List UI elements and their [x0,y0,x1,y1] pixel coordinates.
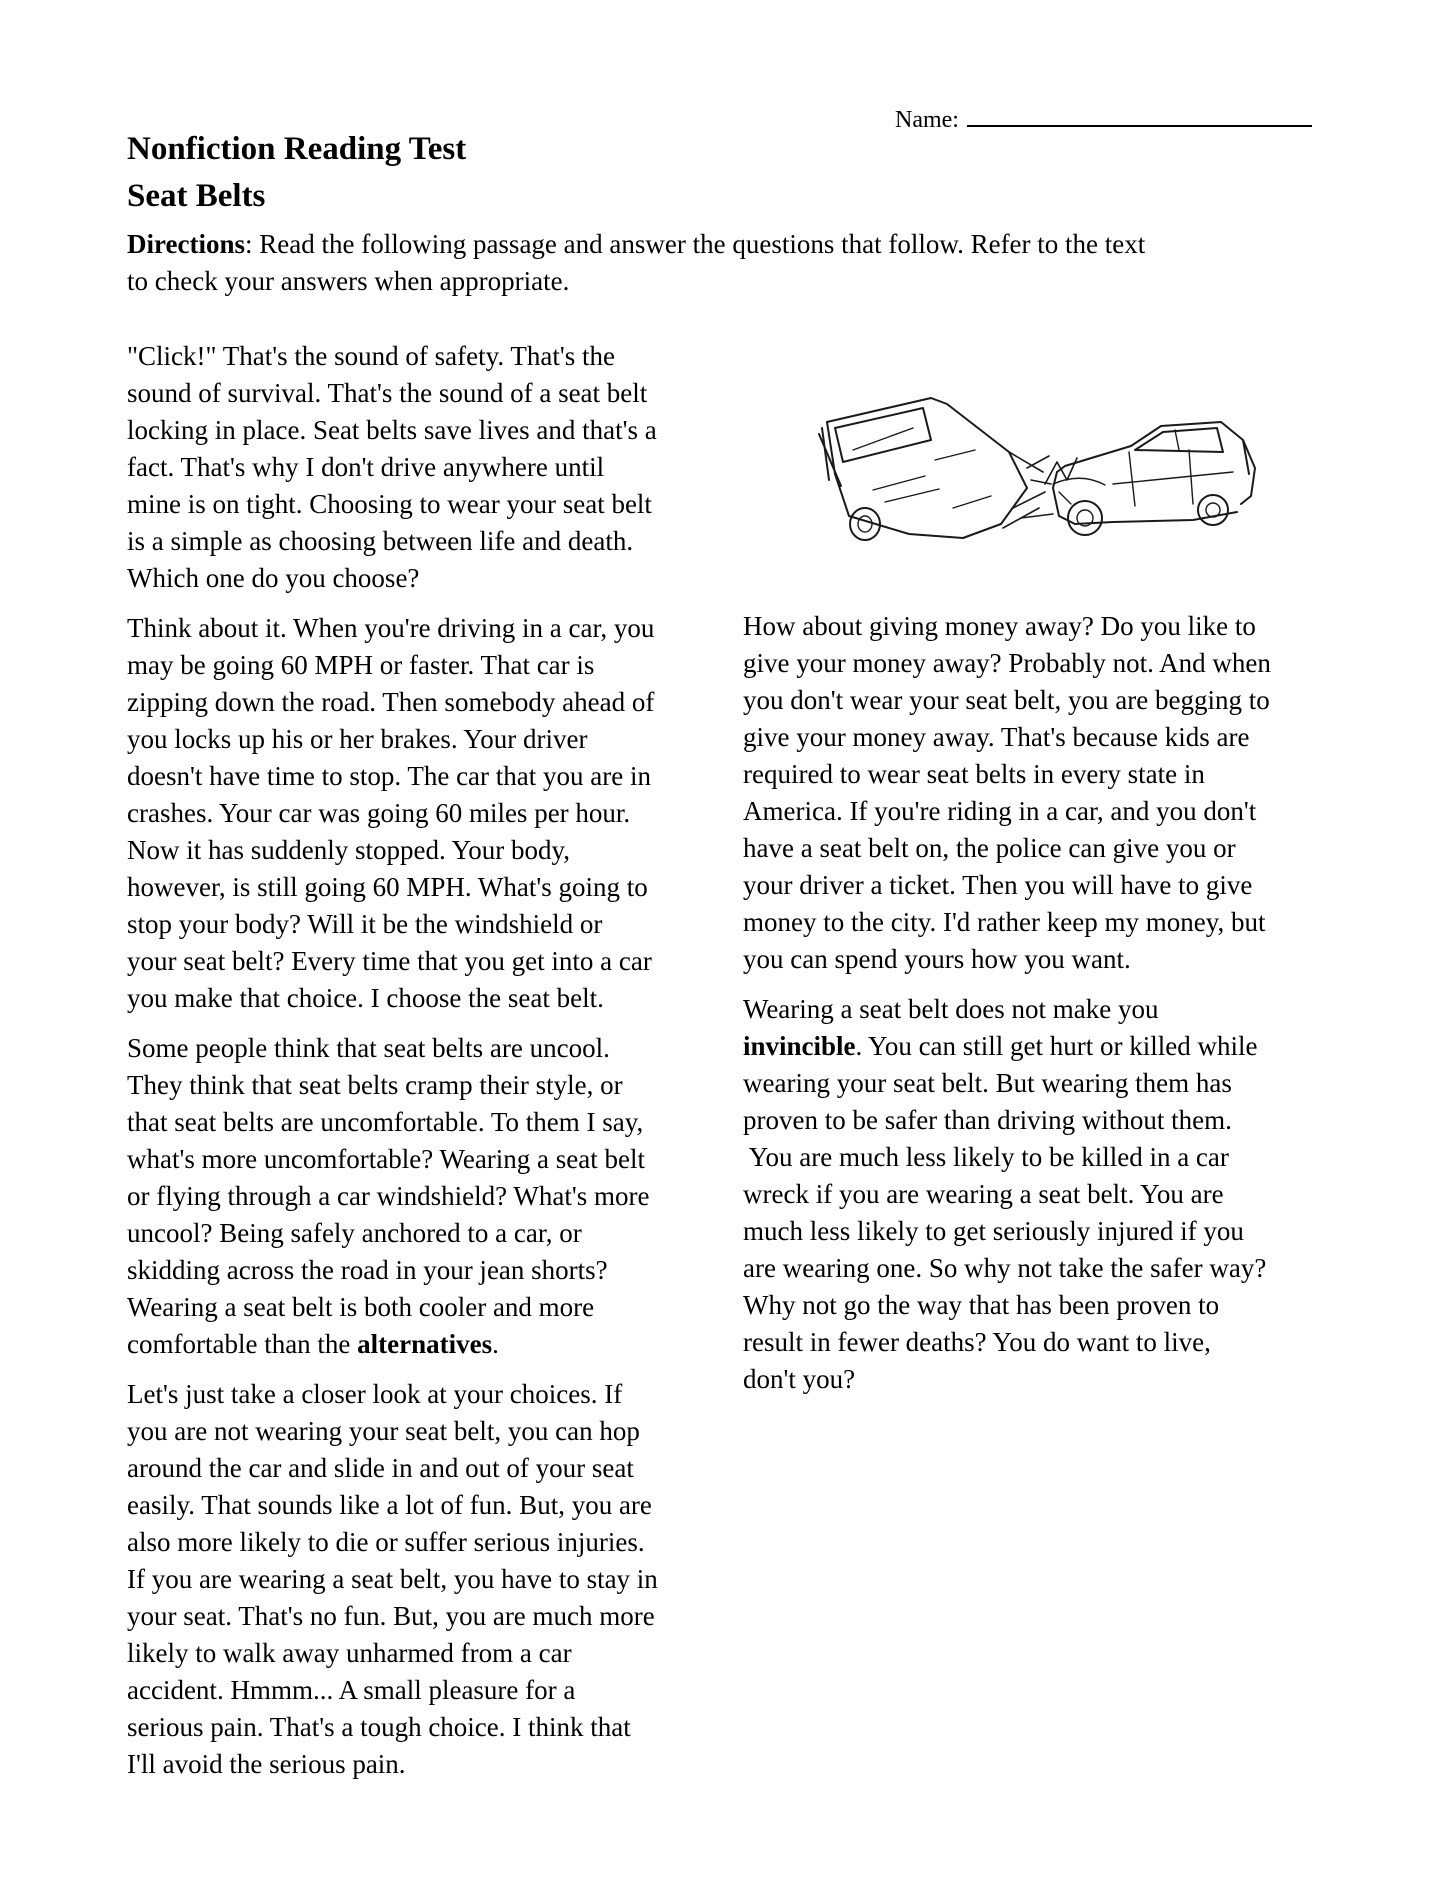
text-line: around the car and slide in and out of your seat [127,1453,634,1483]
title-block [127,126,466,220]
text-line: you are not wearing your seat belt, you can hop [127,1416,640,1446]
paragraph-not-invincible [743,991,1355,1398]
page-subtitle: Seat Belts [127,178,266,214]
text-line: serious pain. That's a tough choice. I think that [127,1712,631,1742]
text-line: are wearing one. So why not take the safer way? [743,1253,1267,1283]
text-line: accident. Hmmm... A small pleasure for a [127,1675,576,1705]
name-field [895,101,1312,134]
text-line: result in fewer deaths? You do want to live, [743,1327,1211,1357]
text-line: locking in place. Seat belts save lives and that's a [127,415,657,445]
text-line: Let's just take a closer look at your choices. If [127,1379,623,1409]
text-line: Now it has suddenly stopped. Your body, [127,835,571,865]
text-line: what's more uncomfortable? Wearing a seat belt [127,1144,645,1174]
text-line: proven to be safer than driving without them. [743,1105,1232,1135]
text-line: Which one do you choose? [127,563,420,593]
text-line: much less likely to get seriously injured if you [743,1216,1244,1246]
text-line: you don't wear your seat belt, you are begging to [743,685,1270,715]
text-line: or flying through a car windshield? What's more [127,1181,650,1211]
text-line: uncool? Being safely anchored to a car, or [127,1218,582,1248]
text-line: Wearing a seat belt does not make you [743,994,1159,1024]
paragraph-seat-belts-uncool [127,1030,739,1363]
text-line: have a seat belt on, the police can give you or [743,833,1236,863]
passage-left-column [127,338,739,1796]
passage-right-column [743,608,1355,1411]
text-line: you make that choice. I choose the seat belt. [127,983,604,1013]
paragraph-giving-money-away [743,608,1355,978]
text-line: your seat belt? Every time that you get into a car [127,946,652,976]
text-line: however, is still going 60 MPH. What's going to [127,872,648,902]
text-line: fact. That's why I don't drive anywhere until [127,452,605,482]
text-line: don't you? [743,1364,856,1394]
directions [127,226,1427,300]
text-line: I'll avoid the serious pain. [127,1749,406,1779]
text-line: money to the city. I'd rather keep my money, but [743,907,1266,937]
text-line: They think that seat belts cramp their style, or [127,1070,623,1100]
text-line: Why not go the way that has been proven to [743,1290,1220,1320]
text-line: easily. That sounds like a lot of fun. But, you are [127,1490,652,1520]
paragraph-click-sound [127,338,739,597]
text-line: invincible. You can still get hurt or killed while [743,1031,1258,1061]
page-title: Nonfiction Reading Test [127,131,467,167]
text-line: America. If you're riding in a car, and you don't [743,796,1257,826]
text-line: may be going 60 MPH or faster. That car is [127,650,595,680]
text-line: you locks up his or her brakes. Your driver [127,724,588,754]
text-line: zipping down the road. Then somebody ahead of [127,687,655,717]
text-line: doesn't have time to stop. The car that you are in [127,761,651,791]
text-line: your driver a ticket. Then you will have to give [743,870,1253,900]
text-line: If you are wearing a seat belt, you have to stay in [127,1564,658,1594]
text-line: You are much less likely to be killed in a car [743,1142,1229,1172]
text-line: is a simple as choosing between life and death. [127,526,634,556]
text-line: wreck if you are wearing a seat belt. You are [743,1179,1224,1209]
text-line: comfortable than the alternatives. [127,1329,499,1359]
text-line: your seat. That's no fun. But, you are much more [127,1601,655,1631]
text-line: sound of survival. That's the sound of a seat belt [127,378,648,408]
text-line: How about giving money away? Do you like to [743,611,1256,641]
text-line: give your money away? Probably not. And when [743,648,1271,678]
text-line: also more likely to die or suffer serious injuries. [127,1527,645,1557]
text-line: required to wear seat belts in every state in [743,759,1205,789]
text-line: Wearing a seat belt is both cooler and more [127,1292,595,1322]
text-line: Think about it. When you're driving in a car, you [127,613,655,643]
text-line: give your money away. That's because kids are [743,722,1250,752]
text-line: Directions: Read the following passage and answer the questions that follow. Refer to the text [127,229,1146,259]
text-line: stop your body? Will it be the windshield or [127,909,603,939]
name-blank-line [967,101,1312,127]
text-line: to check your answers when appropriate. [127,266,570,296]
car-crash-illustration [813,388,1263,583]
paragraph-think-about-it [127,610,739,1017]
name-label: Name: [895,107,959,133]
text-line: "Click!" That's the sound of safety. That's the [127,341,615,371]
text-line: wearing your seat belt. But wearing them has [743,1068,1232,1098]
text-line: Some people think that seat belts are uncool. [127,1033,610,1063]
paragraph-closer-look [127,1376,739,1783]
text-line: you can spend yours how you want. [743,944,1131,974]
text-line: that seat belts are uncomfortable. To them I say, [127,1107,644,1137]
text-line: mine is on tight. Choosing to wear your seat belt [127,489,652,519]
text-line: crashes. Your car was going 60 miles per hour. [127,798,631,828]
text-line: likely to walk away unharmed from a car [127,1638,572,1668]
text-line: skidding across the road in your jean shorts? [127,1255,608,1285]
